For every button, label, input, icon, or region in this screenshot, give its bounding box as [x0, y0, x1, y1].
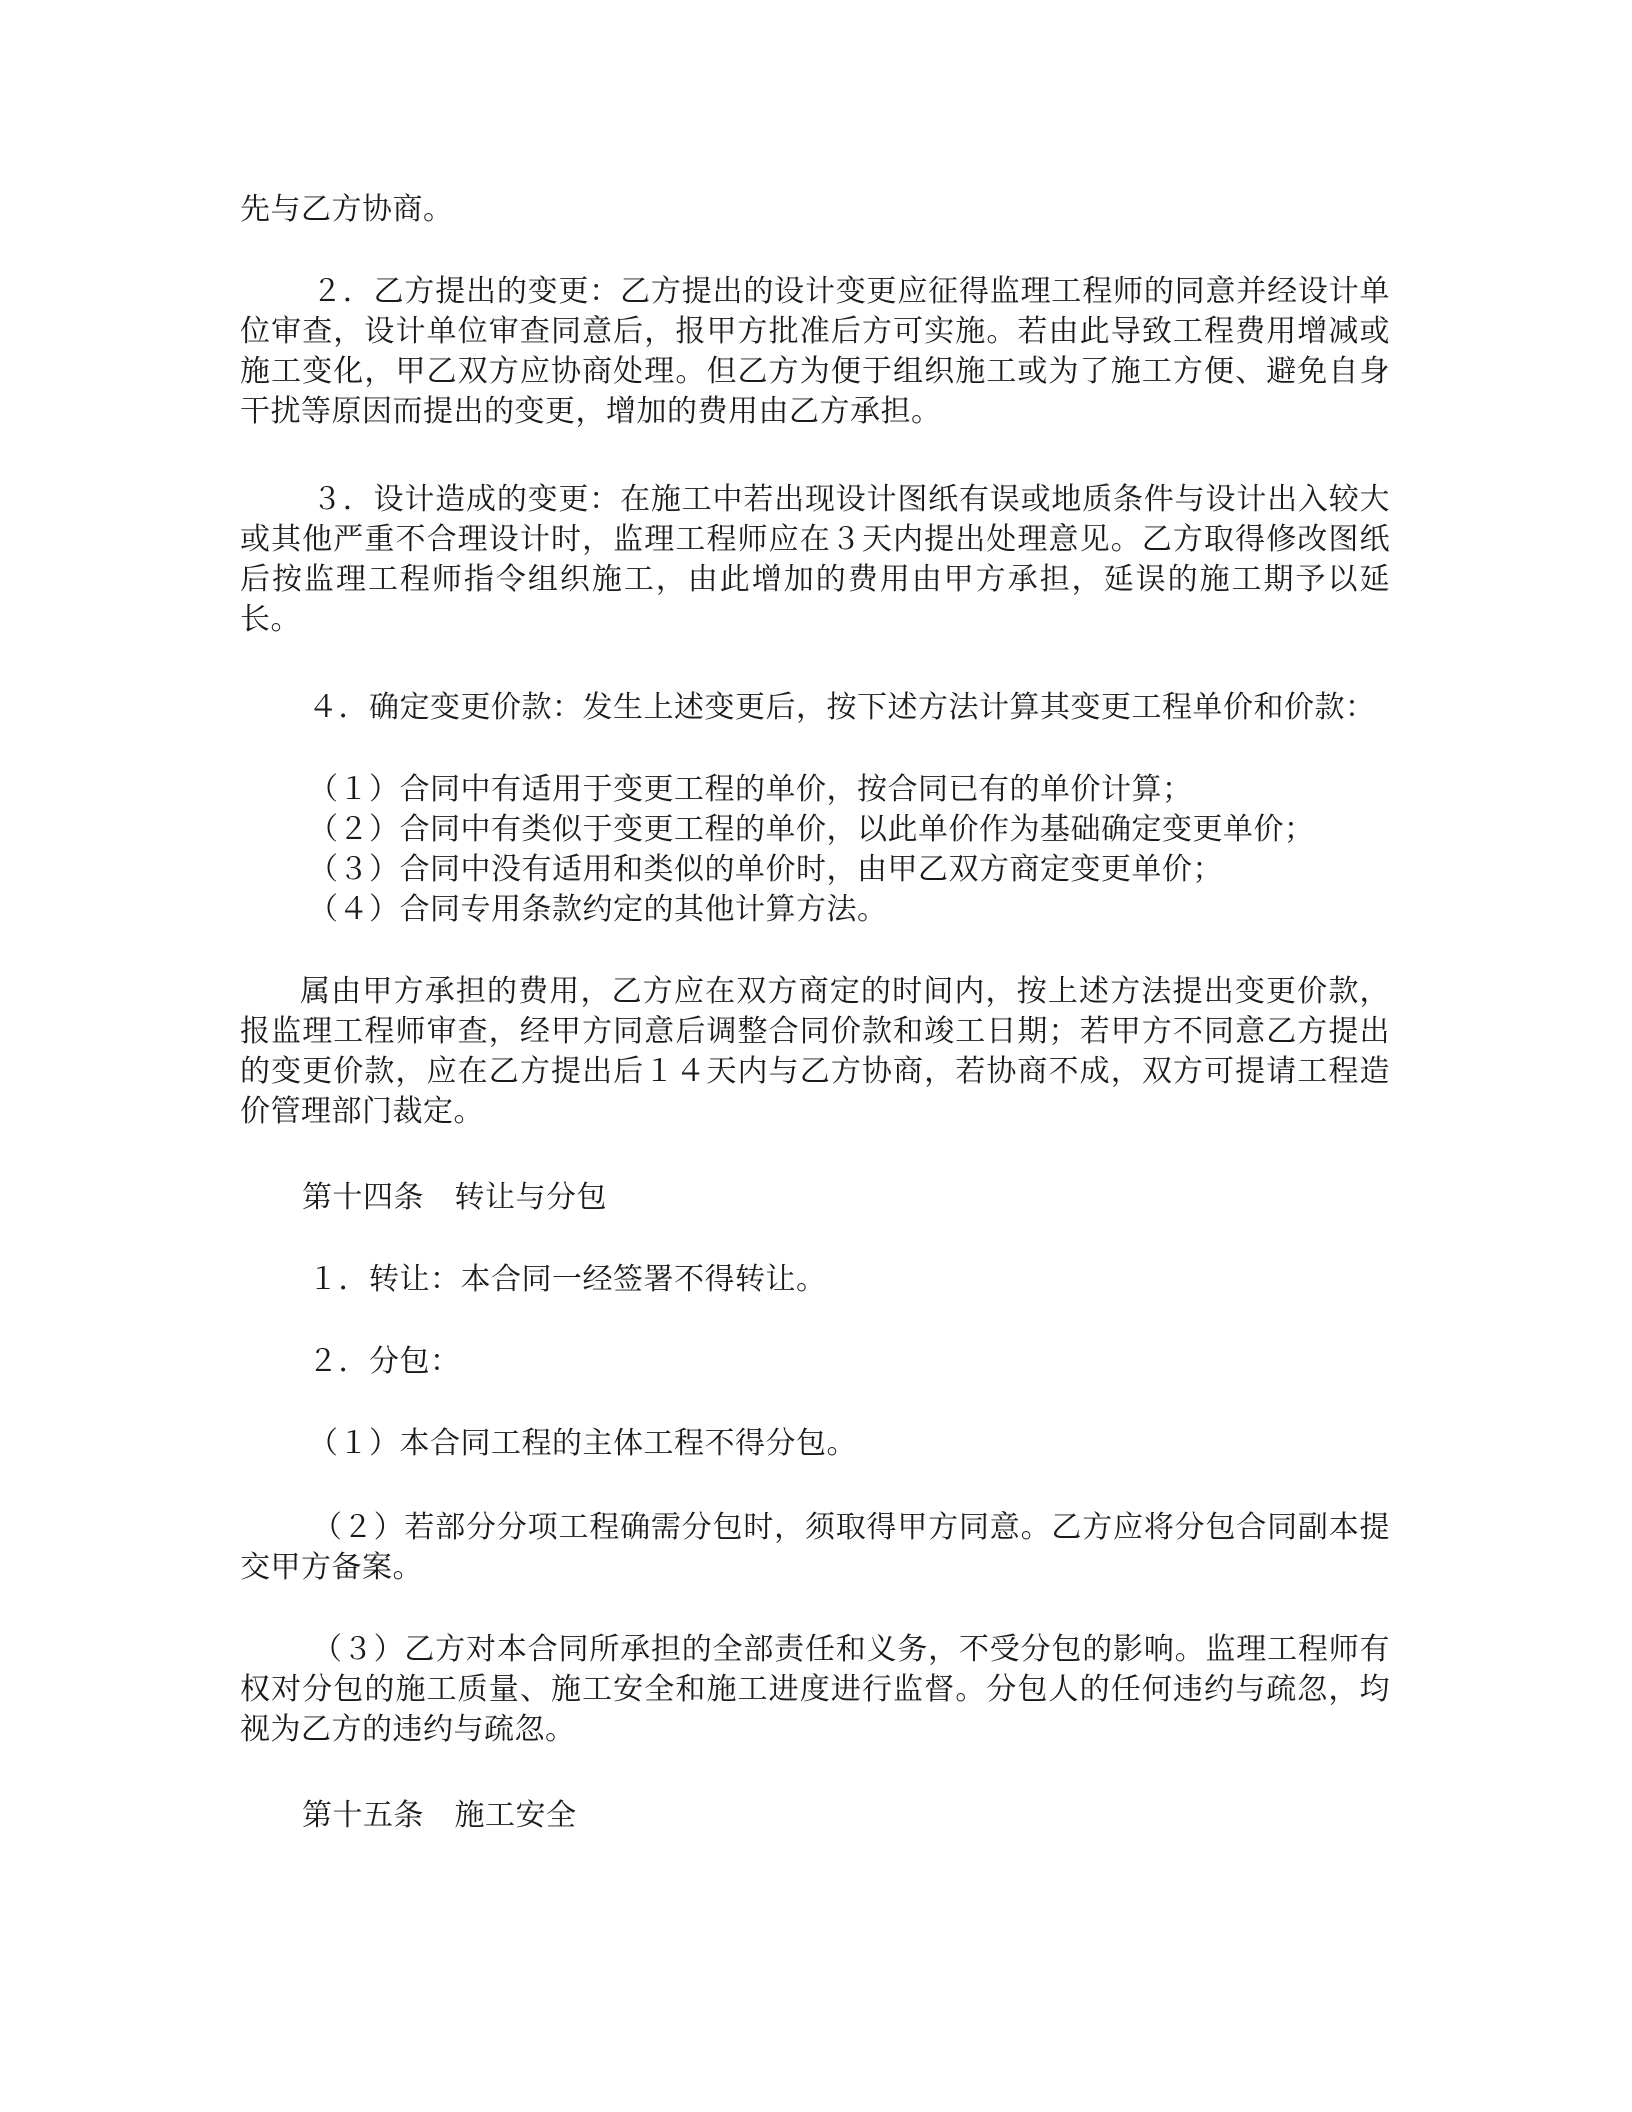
clause-13-4: ４．确定变更价款：发生上述变更后，按下述方法计算其变更工程单价和价款：: [308, 690, 1376, 725]
cost-adjustment-paragraph: 属由甲方承担的费用，乙方应在双方商定的时间内，按上述方法提出变更价款，报监理工程师审查，经甲方同意后调整合同价款和竣工日期；若甲方不同意乙方提出的变更价款，应在乙方提出后１４天内与乙方协商，若协商不成，双方可提请工程造价管理部门裁定。: [240, 974, 1390, 1129]
clause-14-2: ２．分包：: [308, 1344, 461, 1379]
clause-13-2: ２．乙方提出的变更：乙方提出的设计变更应征得监理工程师的同意并经设计单位审查，设计单位审查同意后，报甲方批准后方可实施。若由此导致工程费用增减或施工变化，甲乙双方应协商处理。但乙方为便于组织施工或为了施工方便、避免自身干扰等原因而提出的变更，增加的费用由乙方承担。: [240, 274, 1390, 429]
pricing-method-4: （４）合同专用条款约定的其他计算方法。: [308, 892, 888, 927]
subcontract-item-2: （２）若部分分项工程确需分包时，须取得甲方同意。乙方应将分包合同副本提交甲方备案。: [240, 1510, 1390, 1585]
clause-13-3: ３．设计造成的变更：在施工中若出现设计图纸有误或地质条件与设计出入较大或其他严重不合理设计时，监理工程师应在３天内提出处理意见。乙方取得修改图纸后按监理工程师指令组织施工，由此增加的费用由甲方承担，延误的施工期予以延长。: [240, 482, 1390, 637]
pricing-method-2: （２）合同中有类似于变更工程的单价，以此单价作为基础确定变更单价；: [308, 812, 1315, 847]
subcontract-item-3: （３）乙方对本合同所承担的全部责任和义务，不受分包的影响。监理工程师有权对分包的施工质量、施工安全和施工进度进行监督。分包人的任何违约与疏忽，均视为乙方的违约与疏忽。: [240, 1632, 1390, 1747]
article-14-heading: 第十四条 转让与分包: [302, 1180, 607, 1215]
pricing-method-1: （１）合同中有适用于变更工程的单价，按合同已有的单价计算；: [308, 772, 1193, 807]
clause-14-1: １．转让：本合同一经签署不得转让。: [308, 1262, 827, 1297]
subcontract-item-1: （１）本合同工程的主体工程不得分包。: [308, 1426, 857, 1461]
pricing-method-3: （３）合同中没有适用和类似的单价时，由甲乙双方商定变更单价；: [308, 852, 1223, 887]
article-15-heading: 第十五条 施工安全: [302, 1798, 577, 1833]
paragraph-continuation: 先与乙方协商。: [240, 192, 454, 227]
